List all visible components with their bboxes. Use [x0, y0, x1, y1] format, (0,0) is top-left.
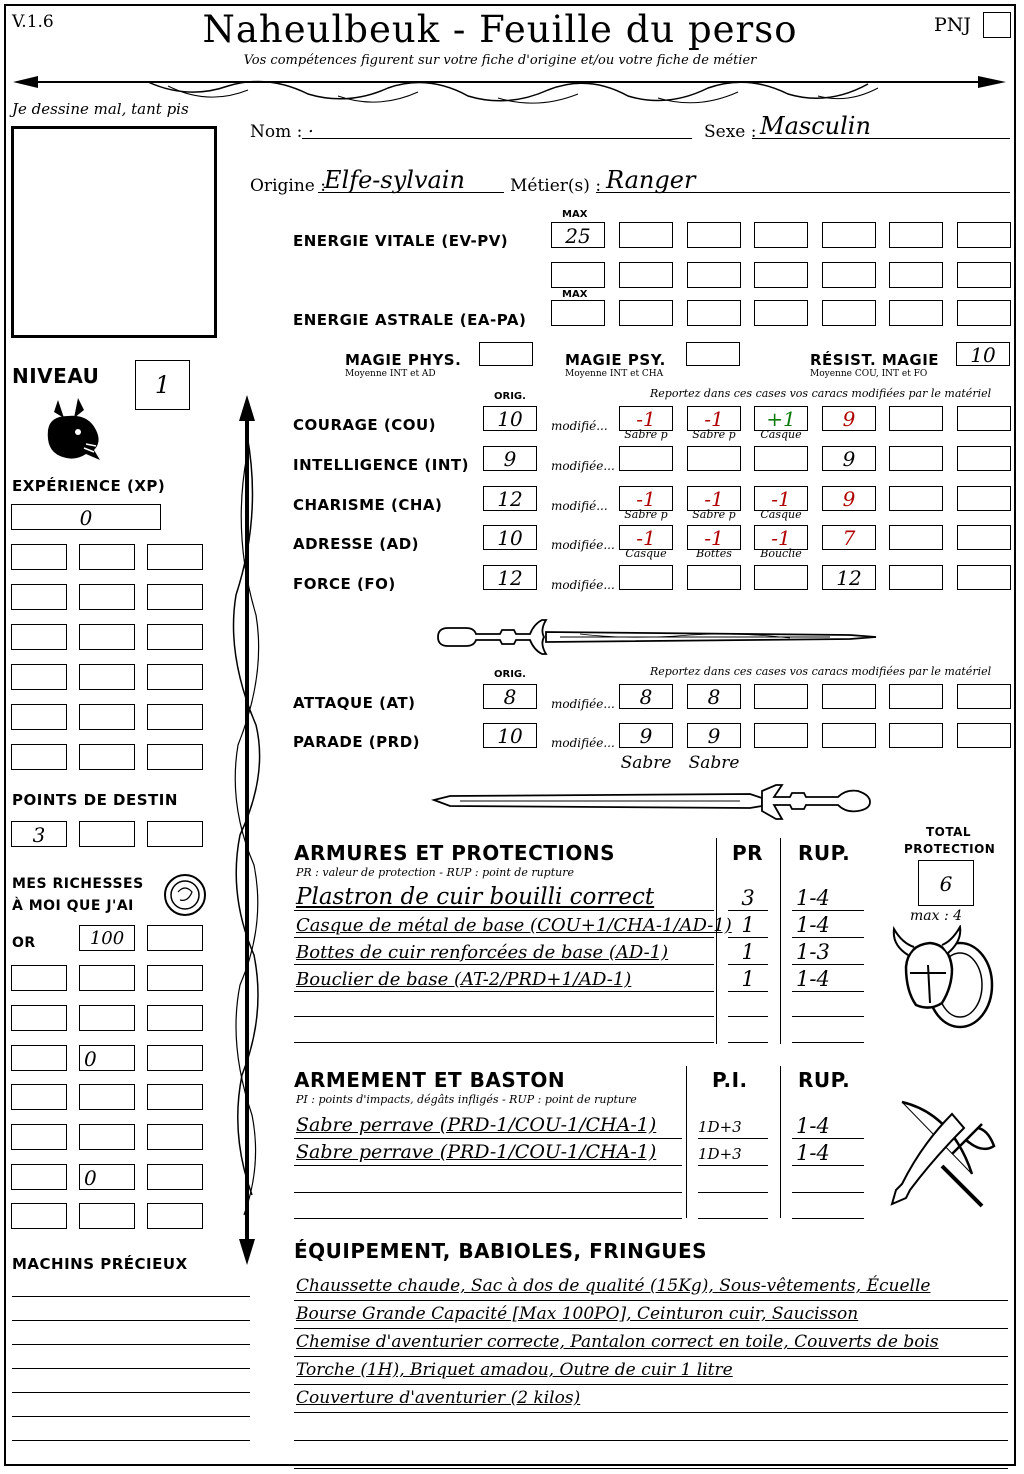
origine-field[interactable]: Elfe-sylvain [318, 166, 504, 193]
armure-rup: 1-4 [796, 913, 830, 937]
xp-grid-box[interactable] [11, 624, 67, 650]
armure-pr-line[interactable] [728, 991, 768, 992]
rich-grid-box[interactable] [147, 1124, 203, 1150]
arme-rup-line[interactable] [792, 1218, 864, 1219]
magie-psy-label: MAGIE PSY. [565, 351, 666, 369]
sword-icon [430, 612, 880, 662]
carac-mod-box-value: 9 [842, 407, 856, 431]
carac-mod-box-value: -1 [636, 487, 656, 511]
ev-box-r2-4[interactable] [822, 262, 876, 288]
total-protection-box[interactable]: 6 [918, 860, 974, 906]
combat-label: ATTAQUE (AT) [293, 694, 416, 712]
caracs-note: Reportez dans ces cases vos caracs modifiées par le matériel [650, 387, 992, 400]
carac-mod-box-value: +1 [766, 407, 796, 431]
armure-name: Bottes de cuir renforcées de base (AD-1) [296, 942, 669, 963]
arme-line[interactable] [294, 1165, 682, 1166]
combat-modifie-label: modifiée... [551, 736, 615, 750]
carac-orig-box-value: 10 [497, 407, 523, 431]
version-label: V.1.6 [12, 12, 54, 32]
armure-pr-line[interactable] [728, 964, 768, 965]
combat-orig-box-value: 10 [497, 724, 523, 748]
armure-rup: 1-4 [796, 886, 830, 910]
carac-mod-box[interactable] [822, 446, 876, 471]
carac-mod-box-value: 9 [842, 487, 856, 511]
carac-modifie-label: modifiée... [551, 578, 615, 592]
xp-grid-box[interactable] [11, 744, 67, 770]
arme-pi: 1D+3 [698, 1118, 742, 1136]
origine-label: Origine : [250, 176, 326, 196]
xp-grid-box[interactable] [79, 704, 135, 730]
ev-max-label: MAX [562, 209, 588, 220]
arme-name: Sabre perrave (PRD-1/COU-1/CHA-1) [296, 1141, 657, 1163]
combat-modifie-label: modifiée... [551, 697, 615, 711]
ea-box-5[interactable] [957, 300, 1011, 326]
cuivre-box[interactable]: 0 [79, 1164, 135, 1190]
xp-grid-box[interactable] [147, 704, 203, 730]
equip-item: Bourse Grande Capacité [Max 100PO], Ceinturon cuir, Saucisson [296, 1304, 859, 1324]
ev-max-box[interactable]: 25 [551, 222, 605, 248]
armure-pr: 1 [741, 967, 755, 991]
dragon-icon [38, 390, 108, 466]
combat-mod-box[interactable] [754, 684, 808, 709]
combat-mod-box[interactable] [754, 723, 808, 748]
rich-box-extra-1[interactable] [11, 1203, 67, 1229]
carac-modifie-label: modifié... [551, 499, 608, 513]
armure-rup-line[interactable] [792, 964, 864, 965]
armure-pr: 1 [741, 940, 755, 964]
total-protection-label-2: PROTECTION [904, 842, 996, 856]
machins-line[interactable] [12, 1296, 250, 1297]
ev-box-r2-6[interactable] [957, 262, 1011, 288]
machins-line[interactable] [12, 1440, 250, 1441]
combat-mod-box[interactable] [889, 684, 943, 709]
equip-line[interactable] [294, 1328, 1008, 1329]
ev-box-r2-3[interactable] [754, 262, 808, 288]
weapons-icon [882, 1094, 1002, 1214]
ea-label: ENERGIE ASTRALE (EA-PA) [293, 311, 527, 329]
carac-mod-box[interactable] [822, 486, 876, 511]
rich-grid-box[interactable] [11, 1084, 67, 1110]
xp-grid-box[interactable] [79, 584, 135, 610]
carac-mod-box[interactable] [889, 446, 943, 471]
combat-orig-box-value: 8 [503, 685, 517, 709]
carac-mod-box-value: -1 [771, 487, 791, 511]
combat-orig-label: ORIG. [494, 669, 526, 680]
destin-box-1[interactable]: 3 [11, 821, 67, 847]
portrait-box[interactable] [11, 126, 217, 338]
equip-line[interactable] [294, 1440, 1008, 1441]
equip-item: Torche (1H), Briquet amadou, Outre de cuir 1 litre [296, 1360, 733, 1380]
xp-grid-box[interactable] [79, 544, 135, 570]
coin-icon [162, 872, 208, 918]
arme-line[interactable] [294, 1192, 682, 1193]
xp-grid-box[interactable] [147, 544, 203, 570]
combat-mod-box[interactable] [687, 723, 741, 748]
machins-label: MACHINS PRÉCIEUX [12, 1255, 188, 1273]
carac-mod-note: Sabre p [692, 428, 736, 441]
rich-grid-box[interactable] [79, 1124, 135, 1150]
combat-mod-box[interactable] [889, 723, 943, 748]
armure-name: Plastron de cuir bouilli correct [296, 884, 655, 910]
xp-grid-box[interactable] [147, 664, 203, 690]
xp-label: EXPÉRIENCE (XP) [12, 477, 166, 495]
carac-mod-box[interactable] [889, 525, 943, 550]
carac-mod-note: Casque [625, 547, 667, 560]
armure-pr-line[interactable] [728, 937, 768, 938]
rich-box-extra-2[interactable] [79, 1203, 135, 1229]
armure-rup-line[interactable] [792, 1016, 864, 1017]
portrait-caption: Je dessine mal, tant pis [12, 100, 189, 118]
armures-title: ARMURES ET PROTECTIONS [294, 841, 615, 865]
combat-orig-box[interactable] [483, 684, 537, 709]
ev-box-r2-5[interactable] [889, 262, 943, 288]
carac-orig-box-value: 12 [497, 487, 523, 511]
carac-orig-box[interactable] [483, 565, 537, 590]
combat-note: Reportez dans ces cases vos caracs modifiées par le matériel [650, 665, 992, 678]
arme-line[interactable] [294, 1138, 682, 1139]
combat-mod-box[interactable] [822, 684, 876, 709]
armement-rup-header: RUP. [798, 1068, 851, 1092]
carac-modifie-label: modifiée... [551, 459, 615, 473]
ev-box-r2-0[interactable] [551, 262, 605, 288]
armure-rup-line[interactable] [792, 1042, 864, 1043]
carac-mod-box[interactable] [822, 406, 876, 431]
magie-psy-box[interactable] [686, 342, 740, 366]
armure-pr: 3 [741, 886, 755, 910]
equipement-title: ÉQUIPEMENT, BABIOLES, FRINGUES [294, 1239, 708, 1263]
carac-mod-box[interactable] [687, 565, 741, 590]
armure-rup-line[interactable] [792, 910, 864, 911]
combat-mod-box[interactable] [687, 684, 741, 709]
carac-mod-box-value: -1 [704, 407, 724, 431]
xp-grid-box[interactable] [147, 584, 203, 610]
ev-box-r1-5[interactable] [957, 222, 1011, 248]
armures-col-divider-2 [780, 838, 781, 1044]
armure-name: Bouclier de base (AT-2/PRD+1/AD-1) [296, 969, 632, 990]
equip-line[interactable] [294, 1384, 1008, 1385]
carac-mod-box-value: -1 [636, 407, 656, 431]
carac-mod-box-value: -1 [704, 487, 724, 511]
equip-line[interactable] [294, 1356, 1008, 1357]
armure-pr-line[interactable] [728, 1042, 768, 1043]
xp-box[interactable]: 0 [11, 504, 161, 530]
carac-mod-box[interactable] [957, 446, 1011, 471]
ev-label: ENERGIE VITALE (EV-PV) [293, 232, 509, 250]
carac-label: INTELLIGENCE (INT) [293, 456, 469, 474]
xp-grid-box[interactable] [11, 664, 67, 690]
ea-max-box[interactable] [551, 300, 605, 326]
ev-box-r1-2[interactable] [754, 222, 808, 248]
arme-pi-line[interactable] [698, 1192, 768, 1193]
carac-mod-box[interactable] [754, 565, 808, 590]
carac-label: CHARISME (CHA) [293, 496, 443, 514]
niveau-label: NIVEAU [12, 364, 100, 388]
carac-mod-note: Sabre p [692, 508, 736, 521]
ea-box-2[interactable] [754, 300, 808, 326]
carac-mod-note: Casque [760, 428, 802, 441]
armure-rup-line[interactable] [792, 937, 864, 938]
machins-line[interactable] [12, 1416, 250, 1417]
equip-item: Chemise d'aventurier correcte, Pantalon correct en toile, Couverts de bois [296, 1332, 939, 1352]
armure-line[interactable] [294, 991, 714, 992]
equip-item: Couverture d'aventurier (2 kilos) [296, 1388, 581, 1408]
carac-mod-box[interactable] [619, 446, 673, 471]
cuivre-box-2[interactable] [147, 1164, 203, 1190]
carac-mod-box[interactable] [619, 565, 673, 590]
combat-mod-box-value: 9 [639, 724, 653, 748]
carac-mod-box[interactable] [687, 446, 741, 471]
combat-mod-box[interactable] [957, 723, 1011, 748]
carac-mod-box[interactable] [889, 406, 943, 431]
armures-pr-header: PR [732, 841, 764, 865]
armure-line[interactable] [294, 1042, 714, 1043]
machins-line[interactable] [12, 1368, 250, 1369]
carac-orig-box[interactable] [483, 406, 537, 431]
nom-label: Nom : [250, 122, 303, 142]
arme-rup: 1-4 [796, 1141, 830, 1165]
ev-box-r1-3[interactable] [822, 222, 876, 248]
carac-orig-box-value: 10 [497, 526, 523, 550]
ea-max-label: MAX [562, 289, 588, 300]
cuivre-box-left[interactable] [11, 1164, 67, 1190]
helmet-shield-icon [888, 925, 1000, 1035]
niveau-box[interactable]: 1 [135, 360, 190, 410]
xp-grid-box[interactable] [11, 544, 67, 570]
combat-label: PARADE (PRD) [293, 733, 421, 751]
carac-mod-box[interactable] [957, 406, 1011, 431]
destin-box-2[interactable] [79, 821, 135, 847]
xp-grid-box[interactable] [79, 744, 135, 770]
metier-label: Métier(s) : [510, 176, 602, 196]
combat-mod-note: Sabre [688, 753, 740, 773]
pnj-checkbox[interactable] [983, 12, 1011, 38]
nom-field[interactable]: . [302, 116, 692, 139]
rich-grid-box[interactable] [79, 1005, 135, 1031]
xp-grid-box[interactable] [11, 704, 67, 730]
resist-magie-label: RÉSIST. MAGIE [810, 351, 940, 369]
rich-grid-box[interactable] [11, 1005, 67, 1031]
magie-phys-box[interactable] [479, 342, 533, 366]
arme-rup-line[interactable] [792, 1165, 864, 1166]
carac-mod-note: Casque [760, 508, 802, 521]
ea-box-3[interactable] [822, 300, 876, 326]
armement-col-divider-1 [686, 1066, 687, 1218]
ea-box-1[interactable] [687, 300, 741, 326]
carac-orig-box-value: 9 [503, 447, 517, 471]
carac-label: COURAGE (COU) [293, 416, 437, 434]
carac-label: ADRESSE (AD) [293, 535, 420, 553]
carac-mod-box-value: -1 [771, 526, 791, 550]
arme-pi-line[interactable] [698, 1218, 768, 1219]
equip-line[interactable] [294, 1412, 1008, 1413]
total-protection-label-1: TOTAL [926, 825, 972, 839]
ev-box-r1-1[interactable] [687, 222, 741, 248]
staff-icon [222, 395, 272, 1265]
rich-grid-box[interactable] [147, 965, 203, 991]
armement-col-divider-2 [780, 1066, 781, 1218]
rich-grid-box[interactable] [11, 965, 67, 991]
armures-col-divider-1 [716, 838, 717, 1044]
sexe-label: Sexe : [704, 122, 757, 142]
equip-item: Chaussette chaude, Sac à dos de qualité (15Kg), Sous-vêtements, Écuelle [296, 1276, 931, 1296]
machins-line[interactable] [12, 1320, 250, 1321]
carac-mod-box[interactable] [822, 565, 876, 590]
ev-box-r2-1[interactable] [619, 262, 673, 288]
rich-grid-box[interactable] [79, 1084, 135, 1110]
armure-name: Casque de métal de base (COU+1/CHA-1/AD-1) [296, 915, 732, 936]
combat-mod-box[interactable] [822, 723, 876, 748]
combat-mod-note: Sabre [620, 753, 672, 773]
sheet-subtitle: Vos compétences figurent sur votre fiche d'origine et/ou votre fiche de métier [243, 53, 757, 68]
arme-line[interactable] [294, 1218, 682, 1219]
armure-pr-line[interactable] [728, 1016, 768, 1017]
pnj-label: PNJ [934, 14, 972, 36]
carac-mod-box[interactable] [957, 486, 1011, 511]
armure-line[interactable] [294, 1016, 714, 1017]
carac-mod-box-value: -1 [704, 526, 724, 550]
metier-field[interactable]: Ranger [596, 166, 1010, 193]
combat-mod-box[interactable] [619, 723, 673, 748]
carac-mod-note: Bouclie [760, 547, 802, 560]
combat-orig-box[interactable] [483, 723, 537, 748]
armure-line[interactable] [294, 964, 714, 965]
argent-box-2[interactable] [147, 1045, 203, 1071]
combat-mod-box-value: 9 [707, 724, 721, 748]
caracs-orig-label: ORIG. [494, 391, 526, 402]
armures-sub: PR : valeur de protection - RUP : point de rupture [296, 866, 574, 879]
carac-mod-note: Sabre p [624, 428, 668, 441]
richesses-label-1: MES RICHESSES [12, 876, 144, 892]
arme-rup-line[interactable] [792, 1192, 864, 1193]
carac-orig-box[interactable] [483, 446, 537, 471]
machins-line[interactable] [12, 1392, 250, 1393]
richesses-label-2: À MOI QUE J'AI [12, 898, 134, 914]
resist-magie-sub: Moyenne COU, INT et FO [810, 369, 928, 379]
arme-pi: 1D+3 [698, 1145, 742, 1163]
equip-line[interactable] [294, 1300, 1008, 1301]
magie-phys-label: MAGIE PHYS. [345, 351, 462, 369]
destin-box-3[interactable] [147, 821, 203, 847]
armure-pr: 1 [741, 913, 755, 937]
armement-sub: PI : points d'impacts, dégâts infligés - RUP : point de rupture [296, 1093, 637, 1106]
rich-box-extra-3[interactable] [147, 1203, 203, 1229]
ea-box-0[interactable] [619, 300, 673, 326]
arme-pi-line[interactable] [698, 1138, 768, 1139]
resist-magie-box[interactable]: 10 [956, 342, 1010, 366]
carac-label: FORCE (FO) [293, 575, 396, 593]
destin-label: POINTS DE DESTIN [12, 791, 178, 809]
combat-mod-box-value: 8 [639, 685, 653, 709]
carac-mod-box[interactable] [957, 525, 1011, 550]
carac-modifie-label: modifié... [551, 419, 608, 433]
xp-grid-box[interactable] [147, 624, 203, 650]
equip-line[interactable] [294, 1468, 1008, 1469]
ev-box-r2-2[interactable] [687, 262, 741, 288]
or-box[interactable]: 100 [79, 925, 135, 951]
carac-orig-box[interactable] [483, 486, 537, 511]
carac-mod-box[interactable] [889, 486, 943, 511]
armure-rup-line[interactable] [792, 991, 864, 992]
armement-pi-header: P.I. [712, 1068, 748, 1092]
arme-name: Sabre perrave (PRD-1/COU-1/CHA-1) [296, 1114, 657, 1136]
magie-psy-sub: Moyenne INT et CHA [565, 369, 664, 379]
armure-line[interactable] [294, 910, 714, 911]
xp-grid-box[interactable] [11, 584, 67, 610]
combat-mod-box-value: 8 [707, 685, 721, 709]
rich-grid-box[interactable] [147, 1084, 203, 1110]
or-box-2[interactable] [147, 925, 203, 951]
arme-rup-line[interactable] [792, 1138, 864, 1139]
arme-rup: 1-4 [796, 1114, 830, 1138]
max-protection-note: max : 4 [910, 908, 963, 924]
rich-grid-box[interactable] [11, 1124, 67, 1150]
argent-box-left[interactable] [11, 1045, 67, 1071]
combat-mod-box[interactable] [619, 684, 673, 709]
carac-mod-note: Bottes [696, 547, 732, 560]
xp-grid-box[interactable] [147, 744, 203, 770]
rich-grid-box[interactable] [147, 1005, 203, 1031]
rich-grid-box[interactable] [79, 965, 135, 991]
armure-rup: 1-4 [796, 967, 830, 991]
armures-rup-header: RUP. [798, 841, 851, 865]
carac-mod-box[interactable] [889, 565, 943, 590]
carac-mod-box-value: 7 [842, 526, 856, 550]
carac-mod-box-value: 9 [842, 447, 856, 471]
ev-box-r1-4[interactable] [889, 222, 943, 248]
carac-mod-note: Sabre p [624, 508, 668, 521]
xp-grid-box[interactable] [79, 624, 135, 650]
combat-mod-box[interactable] [957, 684, 1011, 709]
armure-line[interactable] [294, 937, 714, 938]
carac-mod-box-value: 12 [836, 566, 862, 590]
xp-grid-box[interactable] [79, 664, 135, 690]
carac-orig-box-value: 12 [497, 566, 523, 590]
or-label: OR [12, 935, 36, 951]
carac-orig-box[interactable] [483, 525, 537, 550]
armure-rup: 1-3 [796, 940, 830, 964]
magie-phys-sub: Moyenne INT et AD [345, 369, 436, 379]
argent-box[interactable]: 0 [79, 1045, 135, 1071]
armement-title: ARMEMENT ET BASTON [294, 1068, 566, 1092]
ev-box-r1-0[interactable] [619, 222, 673, 248]
carac-mod-box[interactable] [754, 446, 808, 471]
armure-pr-line[interactable] [728, 910, 768, 911]
carac-modifie-label: modifiée... [551, 538, 615, 552]
sexe-field[interactable]: Masculin [752, 112, 1010, 139]
carac-mod-box[interactable] [957, 565, 1011, 590]
ea-box-4[interactable] [889, 300, 943, 326]
carac-mod-box-value: -1 [636, 526, 656, 550]
carac-mod-box[interactable] [822, 525, 876, 550]
machins-line[interactable] [12, 1344, 250, 1345]
sheet-title: Naheulbeuk - Feuille du perso [202, 8, 798, 51]
arme-pi-line[interactable] [698, 1165, 768, 1166]
sword-icon-2 [430, 775, 875, 829]
